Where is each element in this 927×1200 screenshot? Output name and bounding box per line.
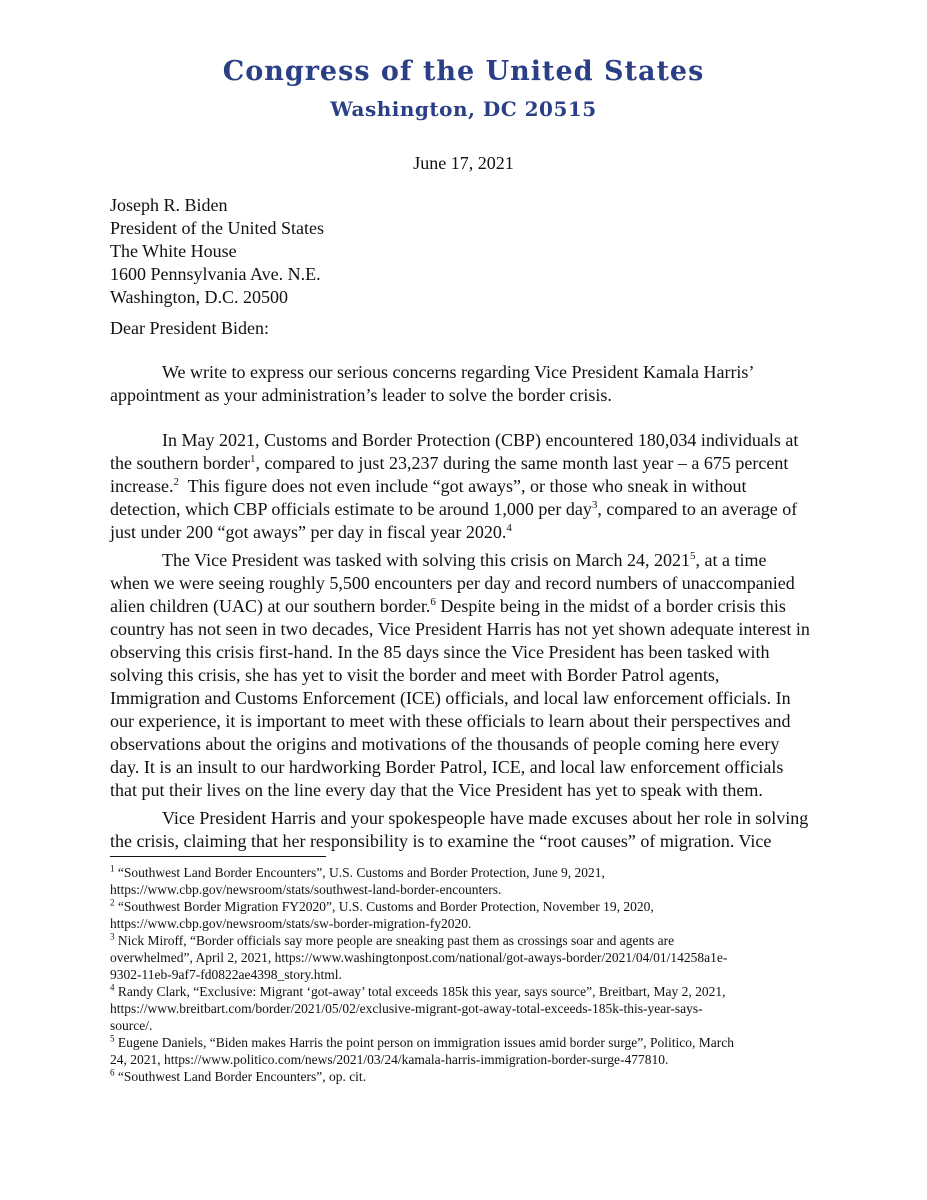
recipient-name: Joseph R. Biden — [110, 195, 228, 215]
footnote-2 — [110, 898, 830, 932]
paragraph-1 — [110, 361, 820, 407]
letterhead-address: Washington, DC 20515 — [330, 97, 597, 121]
text-run: increase. — [110, 476, 174, 496]
footnote-6 — [110, 1068, 830, 1085]
paragraph-line — [110, 595, 820, 618]
letterhead-title: Congress of the United States — [222, 56, 705, 87]
salutation: Dear President Biden: — [110, 318, 269, 338]
paragraph-3 — [110, 549, 820, 802]
paragraph-line: our experience, it is important to meet with these officials to learn about their perspectives and — [110, 711, 791, 731]
footnote-text: Randy Clark, “Exclusive: Migrant ‘got-away’ total exceeds 185k this year, says source”, Breitbart, May 2, 2021, — [117, 984, 726, 999]
footnote-line: overwhelmed”, April 2, 2021, https://www.washingtonpost.com/national/got-aways-border/2021/04/01/14258a1e- — [110, 950, 728, 965]
paragraph-line — [110, 475, 820, 498]
text-run: the southern border — [110, 453, 250, 473]
text-run: detection, which CBP officials estimate to be around 1,000 per day — [110, 499, 592, 519]
footnote-ref: 5 — [690, 550, 696, 562]
footnote-ref: 1 — [249, 453, 256, 465]
footnote-text: “Southwest Border Migration FY2020”, U.S. Customs and Border Protection, November 19, 2020, — [117, 899, 654, 914]
paragraph-line: We write to express our serious concerns regarding Vice President Kamala Harris’ — [162, 362, 755, 382]
footnote-line: https://www.cbp.gov/newsroom/stats/sw-border-migration-fy2020. — [110, 916, 472, 931]
paragraph-line — [110, 452, 820, 475]
text-run: , compared to just 23,237 during the same month last year – a 675 percent — [255, 453, 789, 473]
footnote-text: Eugene Daniels, “Biden makes Harris the point person on immigration issues amid border surge”, Politico, March — [117, 1035, 734, 1050]
paragraph-2 — [110, 429, 820, 544]
text-run: Despite being in the midst of a border crisis this — [435, 596, 786, 616]
paragraph-line — [110, 498, 820, 521]
paragraph-4 — [110, 807, 820, 853]
paragraph-line: appointment as your administration’s leader to solve the border crisis. — [110, 385, 612, 405]
paragraph-line: the crisis, claiming that her responsibility is to examine the “root causes” of migration. Vice — [110, 831, 772, 851]
paragraph-line: observations about the origins and motivations of the thousands of people coming here every — [110, 734, 780, 754]
paragraph-line: that put their lives on the line every day that the Vice President has yet to speak with them. — [110, 780, 763, 800]
footnote-ref: 4 — [506, 522, 512, 534]
footnote-3 — [110, 932, 830, 983]
footnote-line — [110, 898, 830, 915]
text-run: This figure does not even include “got aways”, or those who sneak in without — [178, 476, 747, 496]
footnote-line — [110, 1034, 830, 1051]
paragraph-line: solving this crisis, she has yet to visit the border and meet with Border Patrol agents, — [110, 665, 720, 685]
footnote-ref: 2 — [173, 476, 179, 488]
paragraph-line: In May 2021, Customs and Border Protection (CBP) encountered 180,034 individuals at — [162, 430, 799, 450]
paragraph-line — [110, 549, 820, 572]
paragraph-line — [110, 521, 820, 544]
footnote-number: 6 — [110, 1067, 115, 1078]
footnote-text: Nick Miroff, “Border officials say more people are sneaking past them as crossings soar and agents are — [117, 933, 675, 948]
footnote-text: “Southwest Land Border Encounters”, op. cit. — [117, 1069, 367, 1084]
text-run: just under 200 “got aways” per day in fiscal year 2020. — [110, 522, 507, 542]
footnote-5 — [110, 1034, 830, 1068]
footnote-ref: 6 — [430, 596, 436, 608]
recipient-title: President of the United States — [110, 218, 324, 238]
footnote-text: “Southwest Land Border Encounters”, U.S. Customs and Border Protection, June 9, 2021, — [117, 865, 605, 880]
footnote-number: 2 — [110, 897, 115, 908]
text-run: The Vice President was tasked with solving this crisis on March 24, 2021 — [162, 550, 691, 570]
footnote-line: 9302-11eb-9af7-fd0822ae4398_story.html. — [110, 967, 342, 982]
paragraph-line: when we were seeing roughly 5,500 encounters per day and record numbers of unaccompanied — [110, 573, 795, 593]
paragraph-line: day. It is an insult to our hardworking Border Patrol, ICE, and local law enforcement officials — [110, 757, 784, 777]
letter-date: June 17, 2021 — [413, 153, 514, 173]
paragraph-line: Immigration and Customs Enforcement (ICE) officials, and local law enforcement officials. In — [110, 688, 791, 708]
footnote-4 — [110, 983, 830, 1034]
footnote-line: https://www.cbp.gov/newsroom/stats/southwest-land-border-encounters. — [110, 882, 502, 897]
footnote-line — [110, 983, 830, 1000]
footnote-1 — [110, 864, 830, 898]
footnote-line: 24, 2021, https://www.politico.com/news/2021/03/24/kamala-harris-immigration-border-surge-477810. — [110, 1052, 669, 1067]
text-run: alien children (UAC) at our southern border. — [110, 596, 431, 616]
paragraph-line: observing this crisis first-hand. In the 85 days since the Vice President has been tasked with — [110, 642, 770, 662]
footnote-line: https://www.breitbart.com/border/2021/05/02/exclusive-migrant-got-away-total-exceeds-185k-this-year-says- — [110, 1001, 703, 1016]
recipient-building: The White House — [110, 241, 237, 261]
footnote-ref: 3 — [591, 499, 598, 511]
recipient-city: Washington, D.C. 20500 — [110, 287, 289, 307]
footnotes — [110, 864, 830, 1085]
recipient-street: 1600 Pennsylvania Ave. N.E. — [110, 264, 321, 284]
footnote-number: 1 — [110, 863, 115, 874]
footnote-number: 3 — [110, 931, 115, 942]
footnote-line: source/. — [110, 1018, 153, 1033]
footnote-divider — [110, 856, 326, 857]
footnote-line — [110, 864, 830, 881]
paragraph-line: Vice President Harris and your spokespeople have made excuses about her role in solving — [162, 808, 809, 828]
recipient-address — [110, 194, 324, 309]
footnote-number: 4 — [110, 982, 115, 993]
footnote-line — [110, 1068, 830, 1085]
text-run: , at a time — [695, 550, 767, 570]
paragraph-line: country has not seen in two decades, Vice President Harris has not yet shown adequate interest in — [110, 619, 810, 639]
footnote-line — [110, 932, 830, 949]
text-run: , compared to an average of — [597, 499, 798, 519]
footnote-number: 5 — [110, 1033, 115, 1044]
